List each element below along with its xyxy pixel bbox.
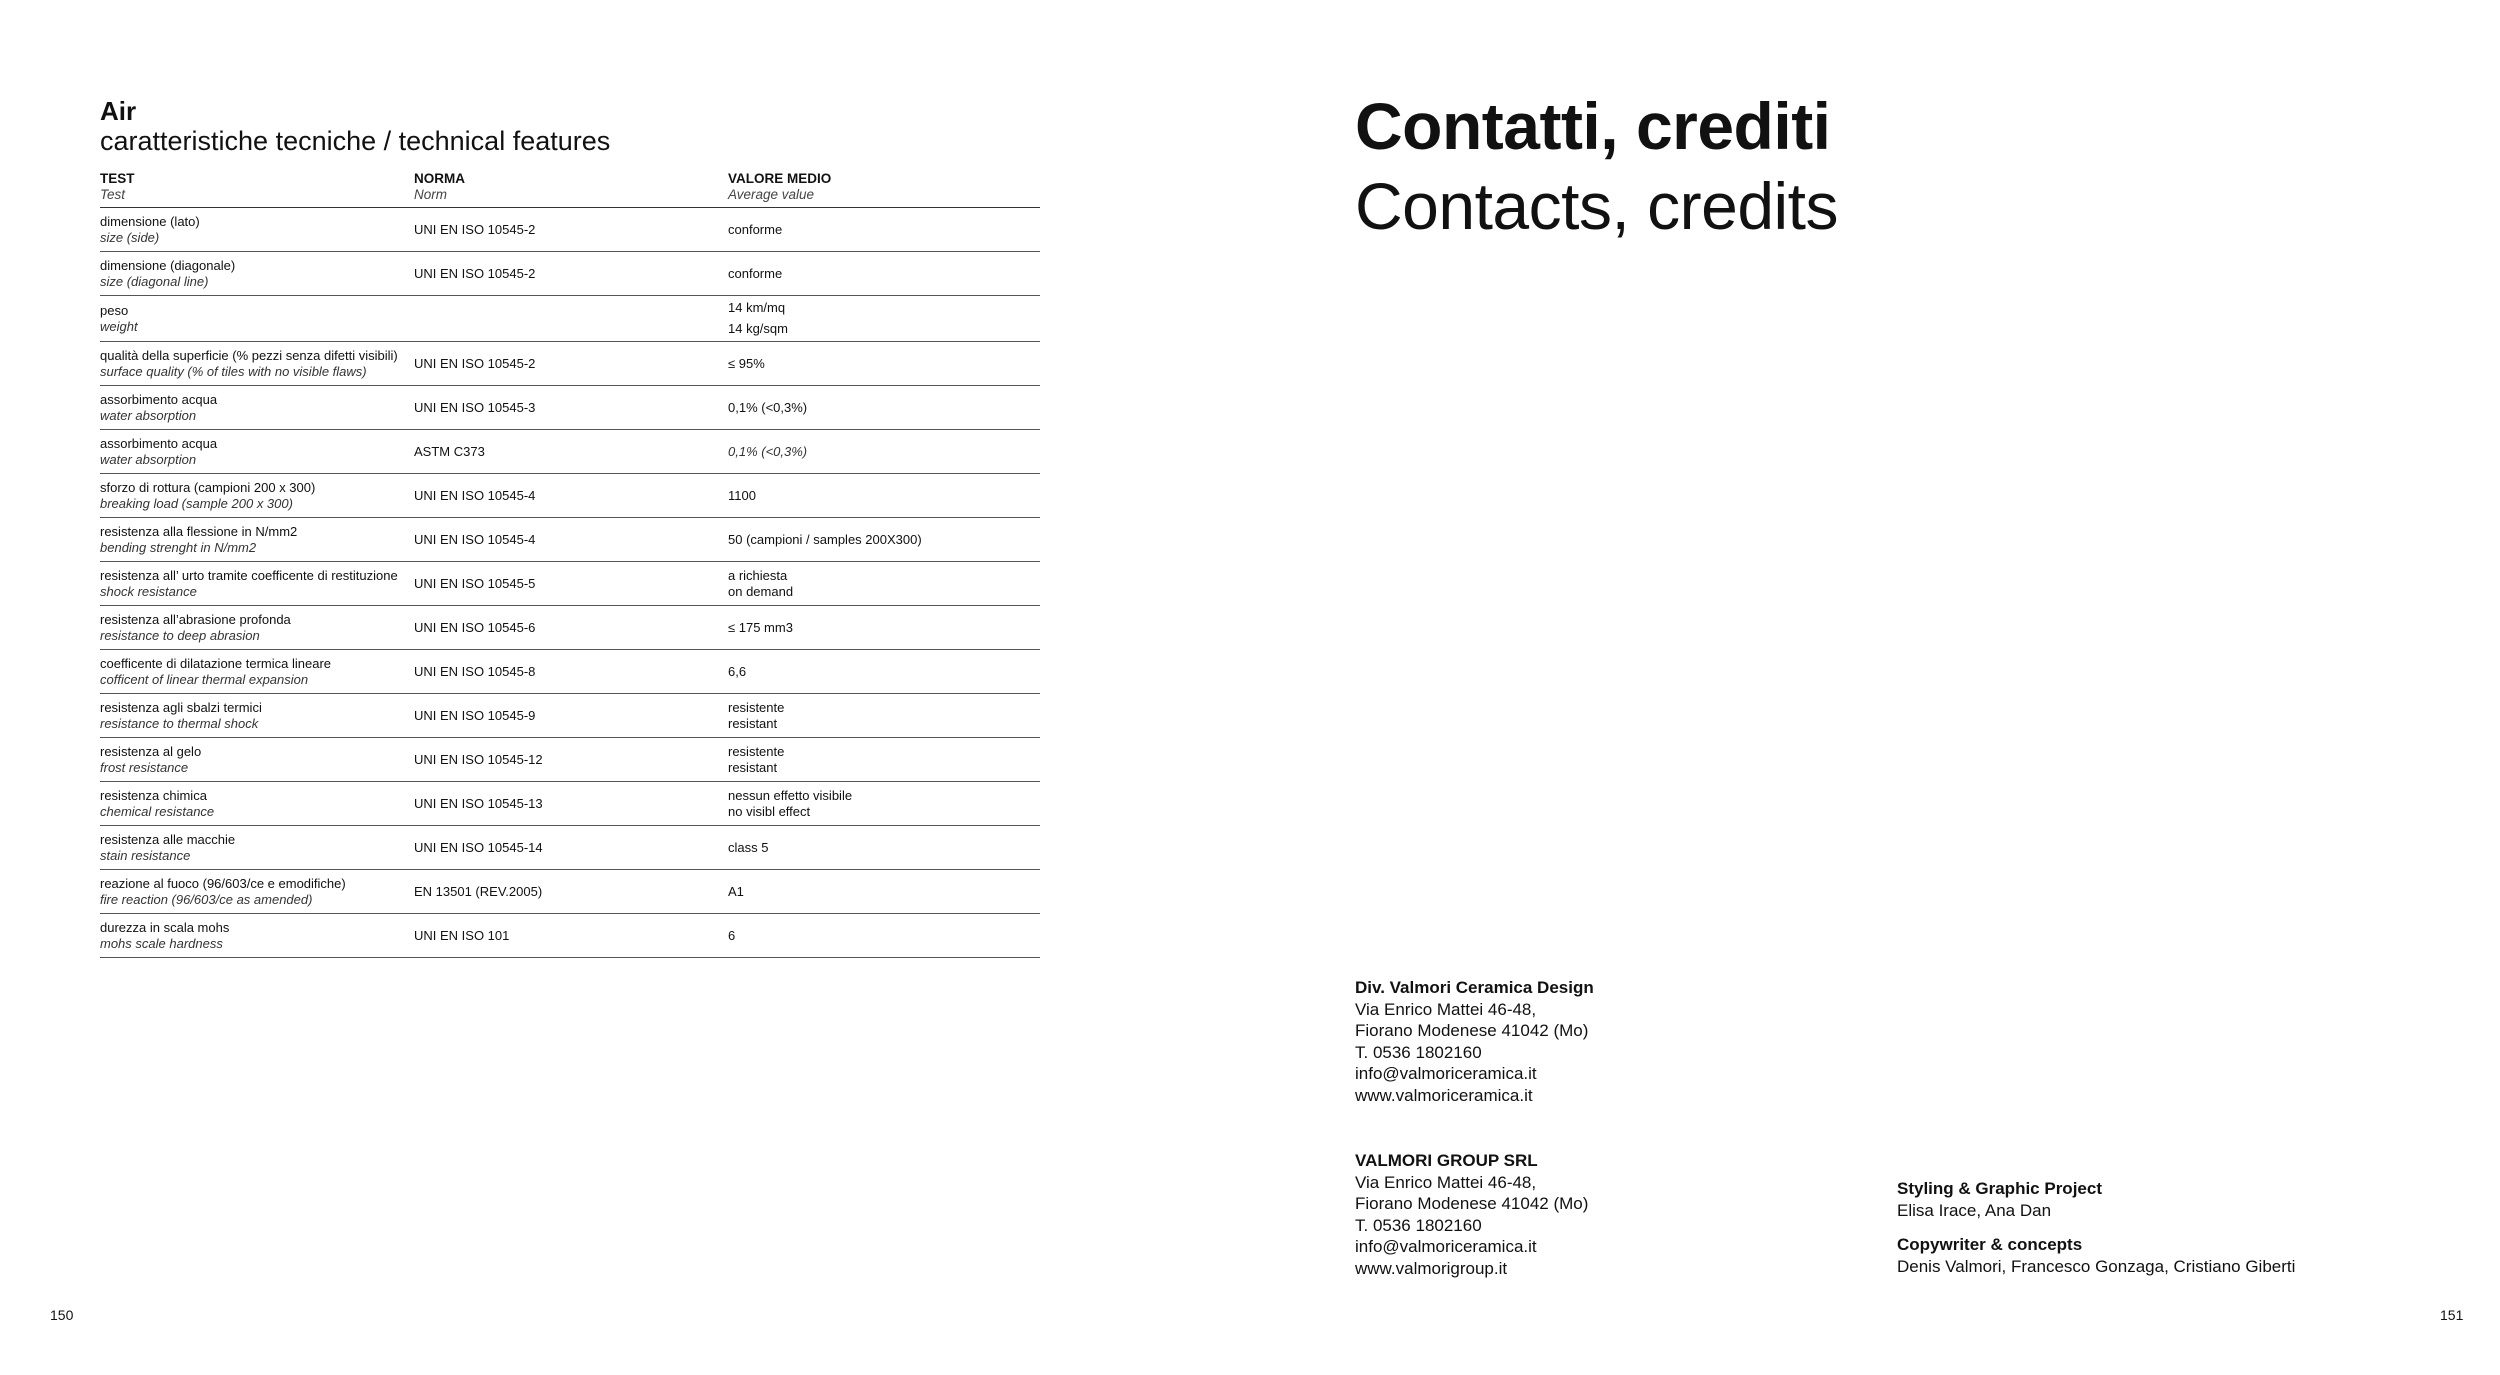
test-name-en: fire reaction (96/603/ce as amended)	[100, 891, 313, 907]
cell-test	[100, 606, 414, 650]
table-row	[100, 694, 1040, 738]
credits-block	[1897, 1178, 2295, 1277]
value-line: resistente	[728, 699, 785, 715]
value-line: ≤ 175 mm3	[728, 619, 793, 635]
value-line: 14 kg/sqm	[728, 321, 788, 336]
cell-value	[728, 430, 1040, 474]
cell-norm: UNI EN ISO 10545-2	[414, 265, 536, 281]
cell-value	[728, 694, 1040, 738]
phone: T. 0536 1802160	[1355, 1215, 1482, 1235]
test-name-en: water absorption	[100, 451, 197, 467]
test-name-en: cofficent of linear thermal expansion	[100, 671, 309, 687]
cell-value	[728, 296, 1040, 342]
cell-value	[728, 562, 1040, 606]
cell-test	[100, 474, 414, 518]
phone: T. 0536 1802160	[1355, 1042, 1482, 1062]
cell-norm: UNI EN ISO 10545-14	[414, 839, 543, 855]
address-block-group	[1355, 1150, 1588, 1279]
cell-norm: EN 13501 (REV.2005)	[414, 883, 543, 899]
website-link[interactable]: www.valmoriceramica.it	[1355, 1085, 1533, 1105]
header-sub: Test	[100, 187, 126, 202]
value-line: ≤ 95%	[728, 355, 765, 371]
cell-norm: UNI EN ISO 10545-5	[414, 575, 536, 591]
test-name-it: assorbimento acqua	[100, 435, 218, 451]
page-number: 151	[2440, 1307, 2464, 1323]
copywriter-label: Copywriter & concepts	[1897, 1235, 2083, 1254]
cell-value	[728, 650, 1040, 694]
cell-test	[100, 252, 414, 296]
table-row	[100, 252, 1040, 296]
table-row	[100, 738, 1040, 782]
test-name-it: resistenza agli sbalzi termici	[100, 699, 262, 715]
value-line: 0,1% (<0,3%)	[728, 399, 808, 415]
table-row	[100, 208, 1040, 252]
test-name-en: chemical resistance	[100, 803, 215, 819]
city: Fiorano Modenese 41042 (Mo)	[1355, 1021, 1589, 1040]
styling-label: Styling & Graphic Project	[1897, 1179, 2102, 1198]
table-row	[100, 914, 1040, 958]
value-line: on demand	[728, 583, 794, 599]
cell-norm: UNI EN ISO 10545-9	[414, 707, 536, 723]
test-name-it: assorbimento acqua	[100, 391, 218, 407]
cell-test	[100, 650, 414, 694]
cell-value	[728, 252, 1040, 296]
test-name-it: sforzo di rottura (campioni 200 x 300)	[100, 479, 316, 495]
test-name-it: resistenza alle macchie	[100, 831, 236, 847]
test-name-it: durezza in scala mohs	[100, 919, 230, 935]
cell-test	[100, 296, 414, 342]
test-name-en: bending strenght in N/mm2	[100, 539, 257, 555]
value-line: nessun effetto visibile	[728, 787, 853, 803]
cell-test	[100, 826, 414, 870]
test-name-it: reazione al fuoco (96/603/ce e emodifiche)	[100, 875, 346, 891]
test-name-en: surface quality (% of tiles with no visible flaws)	[100, 363, 367, 379]
street: Via Enrico Mattei 46-48,	[1355, 1172, 1537, 1192]
test-name-it: resistenza all’abrasione profonda	[100, 611, 291, 627]
test-name-it: resistenza alla flessione in N/mm2	[100, 523, 298, 539]
test-name-it: resistenza al gelo	[100, 743, 202, 759]
table-body	[100, 208, 1040, 958]
website-link[interactable]: www.valmorigroup.it	[1355, 1258, 1508, 1278]
test-name-it: coefficente di dilatazione termica lineare	[100, 655, 332, 671]
cell-test	[100, 386, 414, 430]
test-name-it: resistenza chimica	[100, 787, 207, 803]
table-row	[100, 650, 1040, 694]
test-name-it: dimensione (lato)	[100, 213, 200, 229]
table-row	[100, 782, 1040, 826]
table-row	[100, 562, 1040, 606]
cell-test	[100, 208, 414, 252]
cell-norm: UNI EN ISO 10545-4	[414, 487, 536, 503]
page-number: 150	[50, 1307, 74, 1323]
header-norm	[414, 168, 728, 208]
table-row	[100, 826, 1040, 870]
test-name-en: mohs scale hardness	[100, 935, 223, 951]
cell-value	[728, 342, 1040, 386]
test-name-en: water absorption	[100, 407, 197, 423]
city: Fiorano Modenese 41042 (Mo)	[1355, 1194, 1589, 1213]
email-link[interactable]: info@valmoriceramica.it	[1355, 1064, 1537, 1083]
value-line: 14 km/mq	[728, 300, 786, 315]
street: Via Enrico Mattei 46-48,	[1355, 999, 1537, 1019]
cell-test	[100, 870, 414, 914]
test-name-it: qualità della superficie (% pezzi senza difetti visibili)	[100, 347, 398, 363]
test-name-en: shock resistance	[100, 583, 197, 599]
value-line: 1100	[728, 487, 756, 503]
header-label: VALORE MEDIO	[728, 171, 832, 186]
cell-norm: UNI EN ISO 10545-2	[414, 355, 536, 371]
test-name-it: peso	[100, 302, 129, 318]
cell-value	[728, 518, 1040, 562]
table-row	[100, 386, 1040, 430]
address-block-design	[1355, 977, 1594, 1106]
value-line: conforme	[728, 221, 783, 237]
table-header-row	[100, 168, 1040, 208]
copywriter-names: Denis Valmori, Francesco Gonzaga, Cristiano Giberti	[1897, 1256, 2296, 1276]
company-name: VALMORI GROUP SRL	[1355, 1151, 1538, 1170]
cell-value	[728, 386, 1040, 430]
cell-norm	[414, 296, 728, 342]
header-sub: Average value	[728, 187, 815, 202]
test-name-en: weight	[100, 318, 138, 334]
header-sub: Norm	[414, 187, 447, 202]
cell-test	[100, 342, 414, 386]
cell-norm: UNI EN ISO 10545-13	[414, 795, 543, 811]
test-name-en: stain resistance	[100, 847, 191, 863]
contacts-subtitle: Contacts, credits	[1355, 169, 1839, 243]
cell-norm: UNI EN ISO 10545-8	[414, 663, 536, 679]
test-name-en: breaking load (sample 200 x 300)	[100, 495, 293, 511]
table-row	[100, 342, 1040, 386]
value-line: class 5	[728, 839, 769, 855]
cell-test	[100, 738, 414, 782]
header-value	[728, 168, 1040, 208]
value-line: 6,6	[728, 663, 747, 679]
cell-value	[728, 870, 1040, 914]
cell-test	[100, 562, 414, 606]
cell-norm: UNI EN ISO 10545-12	[414, 751, 543, 767]
table-row	[100, 474, 1040, 518]
value-line: resistant	[728, 759, 778, 775]
header-label: TEST	[100, 171, 135, 186]
test-name-en: size (side)	[100, 229, 160, 245]
technical-features-table	[100, 168, 1040, 958]
cell-value	[728, 738, 1040, 782]
value-line: 6	[728, 927, 736, 943]
table-row	[100, 430, 1040, 474]
product-title: Air	[100, 96, 137, 126]
cell-norm: UNI EN ISO 10545-3	[414, 399, 536, 415]
cell-value	[728, 914, 1040, 958]
cell-value	[728, 474, 1040, 518]
test-name-it: resistenza all’ urto tramite coefficente di restituzione	[100, 567, 398, 583]
company-name: Div. Valmori Ceramica Design	[1355, 978, 1594, 997]
contacts-title: Contatti, crediti	[1355, 89, 1831, 163]
cell-value	[728, 208, 1040, 252]
test-name-en: size (diagonal line)	[100, 273, 209, 289]
value-line: conforme	[728, 265, 783, 281]
right-page	[1250, 0, 2500, 1375]
test-name-en: resistance to deep abrasion	[100, 627, 260, 643]
value-line: 0,1% (<0,3%)	[728, 443, 808, 459]
cell-test	[100, 782, 414, 826]
cell-value	[728, 826, 1040, 870]
test-name-it: dimensione (diagonale)	[100, 257, 236, 273]
styling-names: Elisa Irace, Ana Dan	[1897, 1200, 2052, 1220]
table-row	[100, 296, 1040, 342]
cell-test	[100, 914, 414, 958]
test-name-en: frost resistance	[100, 759, 189, 775]
table-row	[100, 870, 1040, 914]
cell-norm: UNI EN ISO 101	[414, 927, 510, 943]
cell-norm: UNI EN ISO 10545-6	[414, 619, 536, 635]
value-line: A1	[728, 883, 744, 899]
email-link[interactable]: info@valmoriceramica.it	[1355, 1237, 1537, 1256]
value-line: resistente	[728, 743, 785, 759]
cell-test	[100, 430, 414, 474]
cell-test	[100, 694, 414, 738]
cell-norm: ASTM C373	[414, 443, 485, 459]
test-name-en: resistance to thermal shock	[100, 715, 259, 731]
header-test	[100, 168, 414, 208]
value-line: resistant	[728, 715, 778, 731]
value-line: no visibl effect	[728, 803, 811, 819]
cell-norm: UNI EN ISO 10545-4	[414, 531, 536, 547]
value-line: 50 (campioni / samples 200X300)	[728, 531, 922, 547]
cell-value	[728, 782, 1040, 826]
section-subtitle: caratteristiche tecniche / technical features	[100, 126, 611, 156]
table-row	[100, 606, 1040, 650]
cell-value	[728, 606, 1040, 650]
value-line: a richiesta	[728, 567, 788, 583]
table-row	[100, 518, 1040, 562]
header-label: NORMA	[414, 171, 465, 186]
cell-test	[100, 518, 414, 562]
cell-norm: UNI EN ISO 10545-2	[414, 221, 536, 237]
